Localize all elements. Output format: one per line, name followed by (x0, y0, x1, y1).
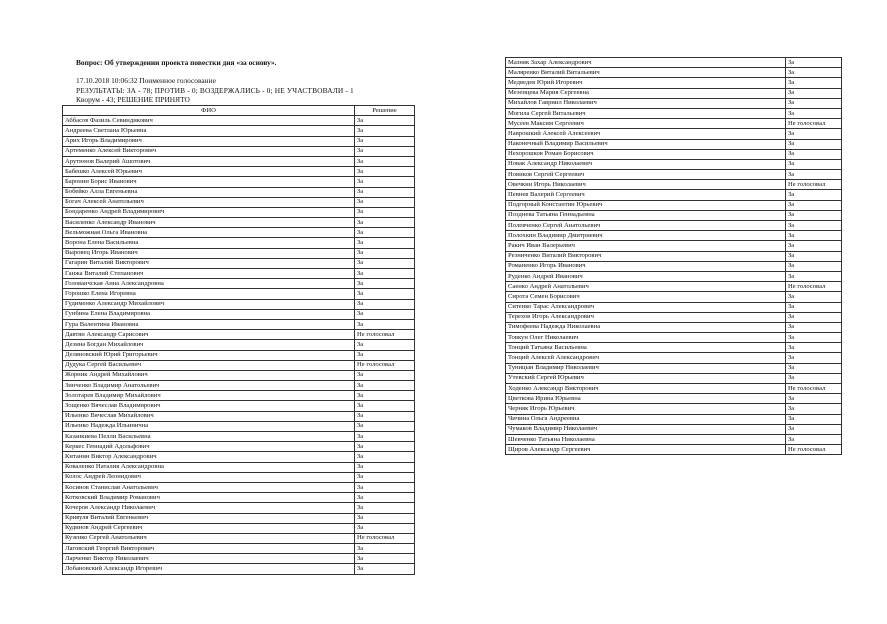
table-row (63, 218, 415, 228)
table-row (506, 394, 842, 404)
table-row (506, 424, 842, 434)
table-row (506, 68, 842, 78)
deputy-name: Михайлов Гавриил Николаевич (506, 98, 786, 108)
vote-decision: За (786, 353, 842, 363)
table-row (506, 261, 842, 271)
table-row (63, 340, 415, 350)
deputy-name: Мусеев Максим Сергеевич (506, 119, 786, 129)
table-row (63, 146, 415, 156)
deputy-name: Коваленко Наталия Александровна (63, 462, 355, 472)
question-title: Вопрос: Об утверждении проекта повестки дня «за основу». (76, 58, 277, 67)
vote-decision: За (786, 88, 842, 98)
vote-decision: За (355, 309, 415, 319)
table-row (506, 312, 842, 322)
deputy-name: Тимофеева Надежда Николаевна (506, 322, 786, 332)
deputy-name: Полохкин Владимир Дмитриевич (506, 231, 786, 241)
deputy-name: Котковский Владимир Романович (63, 493, 355, 503)
header-name: ФИО (63, 106, 355, 116)
table-row (506, 88, 842, 98)
vote-decision: Не голосовал (355, 330, 415, 340)
table-row (506, 363, 842, 373)
table-row (506, 404, 842, 414)
vote-decision: За (355, 544, 415, 554)
table-row (63, 167, 415, 177)
table-row (63, 279, 415, 289)
deputy-name: Черняк Игорь Юрьевич (506, 404, 786, 414)
table-row (63, 513, 415, 523)
vote-decision: За (786, 302, 842, 312)
vote-decision: За (786, 343, 842, 353)
vote-decision: За (786, 261, 842, 271)
vote-decision: За (786, 414, 842, 424)
table-row (63, 564, 415, 574)
vote-decision: За (786, 424, 842, 434)
vote-decision: За (786, 78, 842, 88)
vote-decision: За (355, 350, 415, 360)
table-row (506, 149, 842, 159)
vote-decision: За (786, 363, 842, 373)
deputy-name: Ильенко Вячеслав Михайлович (63, 411, 355, 421)
table-row (506, 251, 842, 261)
vote-decision: За (355, 126, 415, 136)
deputy-name: Шевченко Татьяна Николаевна (506, 434, 786, 444)
deputy-name: Мезенцева Мария Сергеевна (506, 88, 786, 98)
vote-timestamp: 17.10.2018 10:06:32 Поименное голосование (76, 76, 216, 85)
table-row (63, 197, 415, 207)
vote-decision: За (786, 434, 842, 444)
table-row (506, 58, 842, 68)
table-row (506, 241, 842, 251)
table-row (506, 434, 842, 444)
deputy-name: Богач Алексей Анатольевич (63, 197, 355, 207)
vote-decision: За (786, 108, 842, 118)
table-row (63, 482, 415, 492)
vote-decision: За (786, 68, 842, 78)
vote-decision: За (355, 493, 415, 503)
deputy-name: Позднева Татьяна Геннадьевна (506, 210, 786, 220)
deputy-name: Ракич Иван Валерьевич (506, 241, 786, 251)
deputy-name: Утевский Сергей Юрьевич (506, 373, 786, 383)
vote-decision: За (786, 190, 842, 200)
vote-decision: За (355, 462, 415, 472)
table-row (506, 414, 842, 424)
deputy-name: Наврошкий Алексей Алексеевич (506, 129, 786, 139)
vote-decision: За (355, 523, 415, 533)
votes-table-left (62, 105, 415, 575)
vote-decision: За (786, 231, 842, 241)
vote-decision: За (786, 98, 842, 108)
deputy-name: Гудименко Александр Михайлович (63, 299, 355, 309)
table-row (506, 343, 842, 353)
vote-decision: За (355, 167, 415, 177)
table-row (63, 360, 415, 370)
vote-decision: За (355, 319, 415, 329)
deputy-name: Туницын Владимир Николаевич (506, 363, 786, 373)
vote-decision: Не голосовал (786, 282, 842, 292)
table-row (63, 381, 415, 391)
table-row (63, 554, 415, 564)
table-row (63, 442, 415, 452)
vote-decision: За (355, 452, 415, 462)
deputy-name: Саенко Андрей Анатольевич (506, 282, 786, 292)
table-row (63, 544, 415, 554)
vote-decision: За (786, 271, 842, 281)
table-row (63, 248, 415, 258)
vote-decision: За (355, 156, 415, 166)
vote-decision: За (786, 170, 842, 180)
deputy-name: Золотарев Владимир Михайлович (63, 391, 355, 401)
votes-table-left-body (63, 116, 415, 574)
table-row (63, 421, 415, 431)
deputy-name: Китанин Виктор Александрович (63, 452, 355, 462)
table-row (506, 98, 842, 108)
table-row (63, 258, 415, 268)
table-row (506, 292, 842, 302)
deputy-name: Новиков Сергей Сергеевич (506, 170, 786, 180)
deputy-name: Мазняк Захар Александрович (506, 58, 786, 68)
deputy-name: Сирота Семен Борисович (506, 292, 786, 302)
deputy-name: Товкун Олег Николаевич (506, 333, 786, 343)
table-row (63, 330, 415, 340)
deputy-name: Андреева Светлана Юрьевна (63, 126, 355, 136)
table-row (63, 432, 415, 442)
deputy-name: Бабешко Алексей Юрьевич (63, 167, 355, 177)
vote-decision: За (786, 333, 842, 343)
table-row (506, 108, 842, 118)
deputy-name: Косинов Станислав Анатольевич (63, 482, 355, 492)
table-row (506, 282, 842, 292)
table-row (63, 126, 415, 136)
deputy-name: Кузенко Сергей Анатольевич (63, 533, 355, 543)
deputy-name: Бобейко Алла Евгеньевна (63, 187, 355, 197)
vote-decision: За (355, 197, 415, 207)
table-row (506, 159, 842, 169)
deputy-name: Терехов Игорь Александрович (506, 312, 786, 322)
deputy-name: Аббасов Фазиль Севиндикович (63, 116, 355, 126)
deputy-name: Жорник Андрей Михайлович (63, 370, 355, 380)
table-row (506, 180, 842, 190)
vote-decision: За (355, 432, 415, 442)
vote-decision: За (355, 207, 415, 217)
votes-table-right-body (506, 58, 842, 455)
vote-decision: За (355, 218, 415, 228)
table-row (506, 190, 842, 200)
deputy-name: Ганжа Виталий Степанович (63, 269, 355, 279)
deputy-name: Арих Игорь Владимирович (63, 136, 355, 146)
vote-decision: За (355, 411, 415, 421)
vote-decision: За (355, 503, 415, 513)
deputy-name: Вельможная Ольга Ивановна (63, 228, 355, 238)
vote-decision: За (355, 177, 415, 187)
table-row (506, 373, 842, 383)
vote-decision: За (786, 292, 842, 302)
deputy-name: Дезина Богдан Михайлович (63, 340, 355, 350)
vote-decision: За (355, 554, 415, 564)
deputy-name: Ситенко Тарас Александрович (506, 302, 786, 312)
vote-decision: За (355, 381, 415, 391)
table-row (506, 119, 842, 129)
table-row (506, 78, 842, 88)
deputy-name: Василенко Александр Иванович (63, 218, 355, 228)
deputy-name: Ходенко Александр Викторович (506, 384, 786, 394)
deputy-name: Лаговский Георгий Викторович (63, 544, 355, 554)
vote-decision: За (355, 370, 415, 380)
vote-decision: За (355, 564, 415, 574)
vote-decision: За (355, 116, 415, 126)
deputy-name: Выровец Игорь Иванович (63, 248, 355, 258)
table-row (63, 289, 415, 299)
votes-table-right (505, 57, 842, 455)
vote-decision: Не голосовал (786, 180, 842, 190)
vote-decision: За (355, 513, 415, 523)
deputy-name: Гунбина Елена Владимировна (63, 309, 355, 319)
vote-decision: За (786, 129, 842, 139)
table-row (63, 411, 415, 421)
vote-decision: За (355, 136, 415, 146)
vote-decision: За (786, 251, 842, 261)
vote-decision: За (355, 289, 415, 299)
table-row (506, 139, 842, 149)
deputy-name: Казанкиева Пелли Васильевна (63, 432, 355, 442)
vote-decision: За (355, 248, 415, 258)
deputy-name: Давтян Александр Сарисович (63, 330, 355, 340)
table-row (506, 221, 842, 231)
deputy-name: Деляновский Юрий Григорьевич (63, 350, 355, 360)
vote-results: РЕЗУЛЬТАТЫ: ЗА - 78; ПРОТИВ - 0; ВОЗДЕРЖАЛИСЬ - 0; НЕ УЧАСТВОВАЛИ - 1 (76, 86, 354, 95)
vote-decision: За (355, 391, 415, 401)
quorum-status: Кворум - 43; РЕШЕНИЕ ПРИНЯТО (76, 95, 190, 104)
table-row (63, 207, 415, 217)
vote-decision: За (355, 442, 415, 452)
table-row (63, 533, 415, 543)
vote-decision: За (786, 373, 842, 383)
vote-decision: За (355, 269, 415, 279)
table-row (506, 302, 842, 312)
vote-decision: За (355, 299, 415, 309)
deputy-name: Лобановский Александр Игоревич (63, 564, 355, 574)
table-row (63, 187, 415, 197)
deputy-name: Бондаренко Андрей Владимирович (63, 207, 355, 217)
deputy-name: Цветкова Ирина Юрьевна (506, 394, 786, 404)
vote-decision: Не голосовал (786, 384, 842, 394)
deputy-name: Голованчская Анна Александровна (63, 279, 355, 289)
vote-decision: За (355, 340, 415, 350)
table-row (63, 238, 415, 248)
vote-decision: За (355, 482, 415, 492)
table-row (63, 136, 415, 146)
vote-decision: За (786, 159, 842, 169)
table-row (63, 370, 415, 380)
table-row (63, 309, 415, 319)
deputy-name: Тонций Алексей Александрович (506, 353, 786, 363)
deputy-name: Артеменко Алексей Викторович (63, 146, 355, 156)
deputy-name: Горошко Елена Игоревна (63, 289, 355, 299)
vote-decision: За (355, 401, 415, 411)
table-row (63, 452, 415, 462)
deputy-name: Певнев Валерий Сергеевич (506, 190, 786, 200)
deputy-name: Колос Андрей Леонидович (63, 472, 355, 482)
deputy-name: Дудука Сергей Васильевич (63, 360, 355, 370)
table-row (63, 503, 415, 513)
deputy-name: Зинченко Владимир Анатольевич (63, 381, 355, 391)
deputy-name: Баронин Борис Иванович (63, 177, 355, 187)
deputy-name: Ларченко Виктор Николаевич (63, 554, 355, 564)
vote-decision: За (786, 312, 842, 322)
deputy-name: Могила Сергей Витальевич (506, 108, 786, 118)
vote-decision: За (355, 472, 415, 482)
vote-decision: За (786, 404, 842, 414)
deputy-name: Гура Валентина Ивановна (63, 319, 355, 329)
deputy-name: Чумаков Владимир Николаевич (506, 424, 786, 434)
deputy-name: Зощенко Вячеслав Владимирович (63, 401, 355, 411)
vote-decision: За (786, 200, 842, 210)
vote-decision: За (786, 241, 842, 251)
deputy-name: Щиров Александр Сергеевич (506, 445, 786, 455)
table-row (506, 200, 842, 210)
table-row (506, 231, 842, 241)
table-row (506, 353, 842, 363)
deputy-name: Ильенко Надежда Ильинична (63, 421, 355, 431)
vote-decision: За (786, 149, 842, 159)
table-row (63, 177, 415, 187)
vote-decision: За (355, 279, 415, 289)
table-row (63, 350, 415, 360)
deputy-name: Резниченко Виталий Викторович (506, 251, 786, 261)
table-row (63, 299, 415, 309)
deputy-name: Наконечный Владимир Васильевич (506, 139, 786, 149)
vote-decision: За (355, 238, 415, 248)
deputy-name: Подгорный Константин Юрьевич (506, 200, 786, 210)
vote-decision: Не голосовал (786, 119, 842, 129)
table-row (63, 391, 415, 401)
table-row (506, 384, 842, 394)
vote-decision: Не голосовал (786, 445, 842, 455)
vote-decision: За (355, 421, 415, 431)
vote-decision: За (786, 139, 842, 149)
table-row (63, 116, 415, 126)
vote-decision: За (355, 187, 415, 197)
deputy-name: Нехорошков Роман Борисович (506, 149, 786, 159)
table-row (63, 401, 415, 411)
vote-decision: Не голосовал (355, 533, 415, 543)
deputy-name: Чичина Ольга Андреевна (506, 414, 786, 424)
table-row (63, 156, 415, 166)
table-row (63, 472, 415, 482)
table-row (506, 170, 842, 180)
deputy-name: Кривуля Виталий Евгеньевич (63, 513, 355, 523)
table-row (63, 228, 415, 238)
deputy-name: Полевченко Сергей Анатольевич (506, 221, 786, 231)
deputy-name: Тонций Татьяна Васильевна (506, 343, 786, 353)
table-row (506, 271, 842, 281)
deputy-name: Кудинов Андрей Сергеевич (63, 523, 355, 533)
vote-decision: За (355, 258, 415, 268)
table-row (63, 319, 415, 329)
deputy-name: Ворона Елена Васильевна (63, 238, 355, 248)
table-row (506, 333, 842, 343)
vote-decision: За (355, 228, 415, 238)
vote-decision: За (786, 322, 842, 332)
table-row (506, 210, 842, 220)
table-row (63, 462, 415, 472)
header-decision: Решение (355, 106, 415, 116)
table-row (506, 129, 842, 139)
table-row (506, 322, 842, 332)
vote-decision: За (786, 394, 842, 404)
deputy-name: Медведев Юрий Игоревич (506, 78, 786, 88)
table-row (63, 523, 415, 533)
deputy-name: Маляренко Виталий Витальевич (506, 68, 786, 78)
vote-decision: За (786, 221, 842, 231)
deputy-name: Новак Александр Николаевич (506, 159, 786, 169)
vote-decision: За (786, 210, 842, 220)
deputy-name: Кочеров Александр Николаевич (63, 503, 355, 513)
vote-decision: За (786, 58, 842, 68)
deputy-name: Керкес Геннадий Адольфович (63, 442, 355, 452)
deputy-name: Гагарин Виталий Викторович (63, 258, 355, 268)
table-row (63, 269, 415, 279)
deputy-name: Романенко Игорь Иванович (506, 261, 786, 271)
deputy-name: Арутюнов Валерий Ашотович (63, 156, 355, 166)
vote-decision: Не голосовал (355, 360, 415, 370)
table-row (506, 445, 842, 455)
deputy-name: Овечкин Игорь Николаевич (506, 180, 786, 190)
deputy-name: Руденко Андрей Иванович (506, 271, 786, 281)
table-header-row (63, 106, 415, 116)
vote-decision: За (355, 146, 415, 156)
table-row (63, 493, 415, 503)
